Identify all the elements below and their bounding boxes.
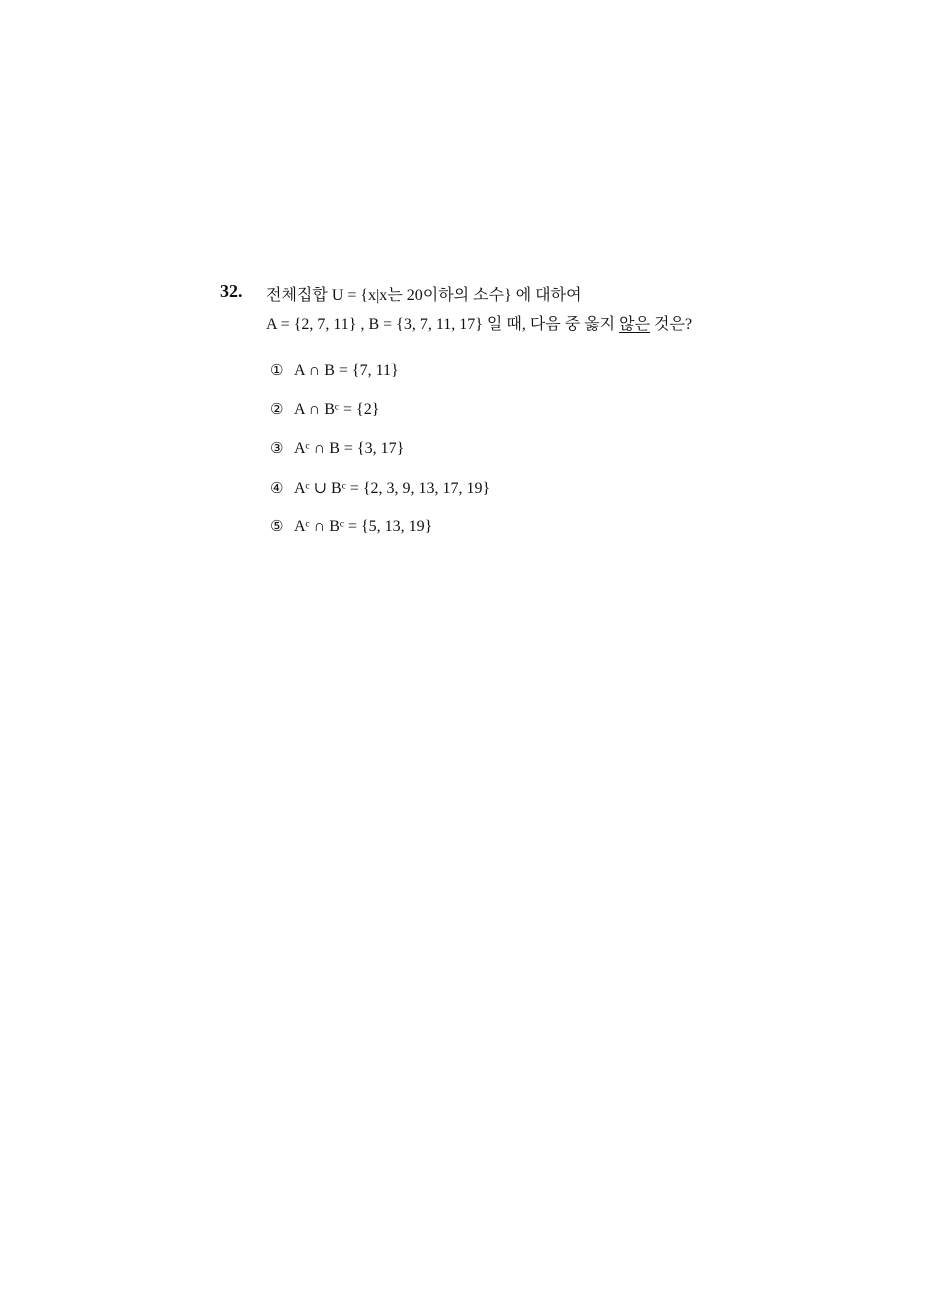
choice-text: A ∩ B = {7, 11} xyxy=(294,362,399,379)
answer-choices xyxy=(270,361,490,556)
choice-3[interactable] xyxy=(270,439,490,478)
choice-2[interactable] xyxy=(270,400,490,439)
choice-marker: ④ xyxy=(270,479,284,497)
negation-emphasis: 않은 xyxy=(619,316,651,333)
choice-text: Aᶜ ∪ Bᶜ = {2, 3, 9, 13, 17, 19} xyxy=(294,480,491,497)
choice-marker: ③ xyxy=(270,439,284,457)
choice-1[interactable] xyxy=(270,361,490,400)
choice-4[interactable] xyxy=(270,478,490,517)
choice-marker: ⑤ xyxy=(270,517,284,535)
choice-text: Aᶜ ∩ B = {3, 17} xyxy=(294,440,405,457)
question-number: 32. xyxy=(220,281,243,301)
choice-text: A ∩ Bᶜ = {2} xyxy=(294,401,380,418)
question-stem-line-1: 전체집합 U = {x|x는 20이하의 소수} 에 대하여 xyxy=(266,287,582,304)
choice-5[interactable] xyxy=(270,517,490,556)
question-stem-line-2-start: A = {2, 7, 11} , B = {3, 7, 11, 17} 일 때, 다음 중 옳지 xyxy=(266,316,620,333)
question-stem-line-2-end: 것은? xyxy=(650,316,693,333)
question-stem-line-2 xyxy=(266,311,692,334)
choice-text: Aᶜ ∩ Bᶜ = {5, 13, 19} xyxy=(294,518,433,535)
choice-marker: ① xyxy=(270,361,284,379)
choice-marker: ② xyxy=(270,400,284,418)
